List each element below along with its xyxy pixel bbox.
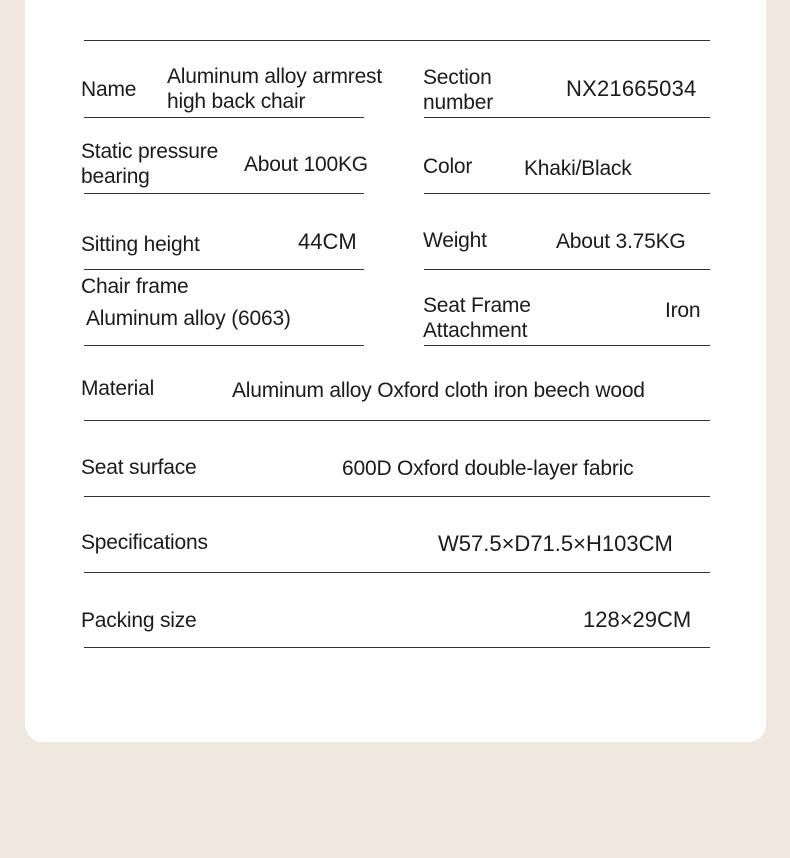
sitting-height-label: Sitting height bbox=[81, 233, 200, 256]
specifications-value: W57.5×D71.5×H103CM bbox=[438, 531, 673, 556]
sitting-height-value: 44CM bbox=[298, 229, 357, 254]
static-pressure-divider bbox=[84, 193, 364, 194]
name-label: Name bbox=[81, 78, 137, 101]
seat-surface-divider bbox=[84, 496, 710, 497]
chair-frame-label: Chair frame bbox=[81, 275, 189, 298]
color-divider bbox=[424, 193, 710, 194]
material-label: Material bbox=[81, 377, 155, 400]
top-divider bbox=[84, 40, 710, 41]
seat-frame-attachment-value: Iron bbox=[665, 299, 701, 322]
seat-surface-label: Seat surface bbox=[81, 456, 197, 479]
packing-size-value: 128×29CM bbox=[583, 607, 692, 632]
color-value: Khaki/Black bbox=[524, 157, 632, 180]
weight-label: Weight bbox=[423, 229, 487, 252]
static-pressure-value: About 100KG bbox=[244, 153, 368, 176]
seat-frame-attachment-label-line2: Attachment bbox=[423, 319, 528, 342]
specifications-divider bbox=[84, 572, 710, 573]
chair-frame-value: Aluminum alloy (6063) bbox=[86, 307, 291, 330]
section-number-divider bbox=[424, 117, 710, 118]
specifications-label: Specifications bbox=[81, 531, 208, 554]
static-pressure-label-line2: bearing bbox=[81, 165, 150, 188]
packing-size-label: Packing size bbox=[81, 609, 197, 632]
chair-frame-divider bbox=[84, 345, 364, 346]
material-divider bbox=[84, 420, 710, 421]
name-divider bbox=[84, 117, 364, 118]
seat-surface-value: 600D Oxford double-layer fabric bbox=[342, 457, 634, 480]
weight-divider bbox=[424, 269, 710, 270]
static-pressure-label-line1: Static pressure bbox=[81, 140, 219, 163]
material-value: Aluminum alloy Oxford cloth iron beech wood bbox=[232, 379, 645, 402]
seat-frame-attachment-divider bbox=[424, 345, 710, 346]
weight-value: About 3.75KG bbox=[556, 230, 686, 253]
section-number-label-line2: number bbox=[423, 91, 494, 114]
seat-frame-attachment-label-line1: Seat Frame bbox=[423, 294, 531, 317]
name-value-line2: high back chair bbox=[167, 90, 306, 113]
sitting-height-divider bbox=[84, 269, 364, 270]
section-number-label-line1: Section bbox=[423, 66, 492, 89]
name-value-line1: Aluminum alloy armrest bbox=[167, 65, 382, 88]
color-label: Color bbox=[423, 155, 473, 178]
section-number-value: NX21665034 bbox=[566, 76, 697, 101]
packing-size-divider bbox=[84, 647, 710, 648]
